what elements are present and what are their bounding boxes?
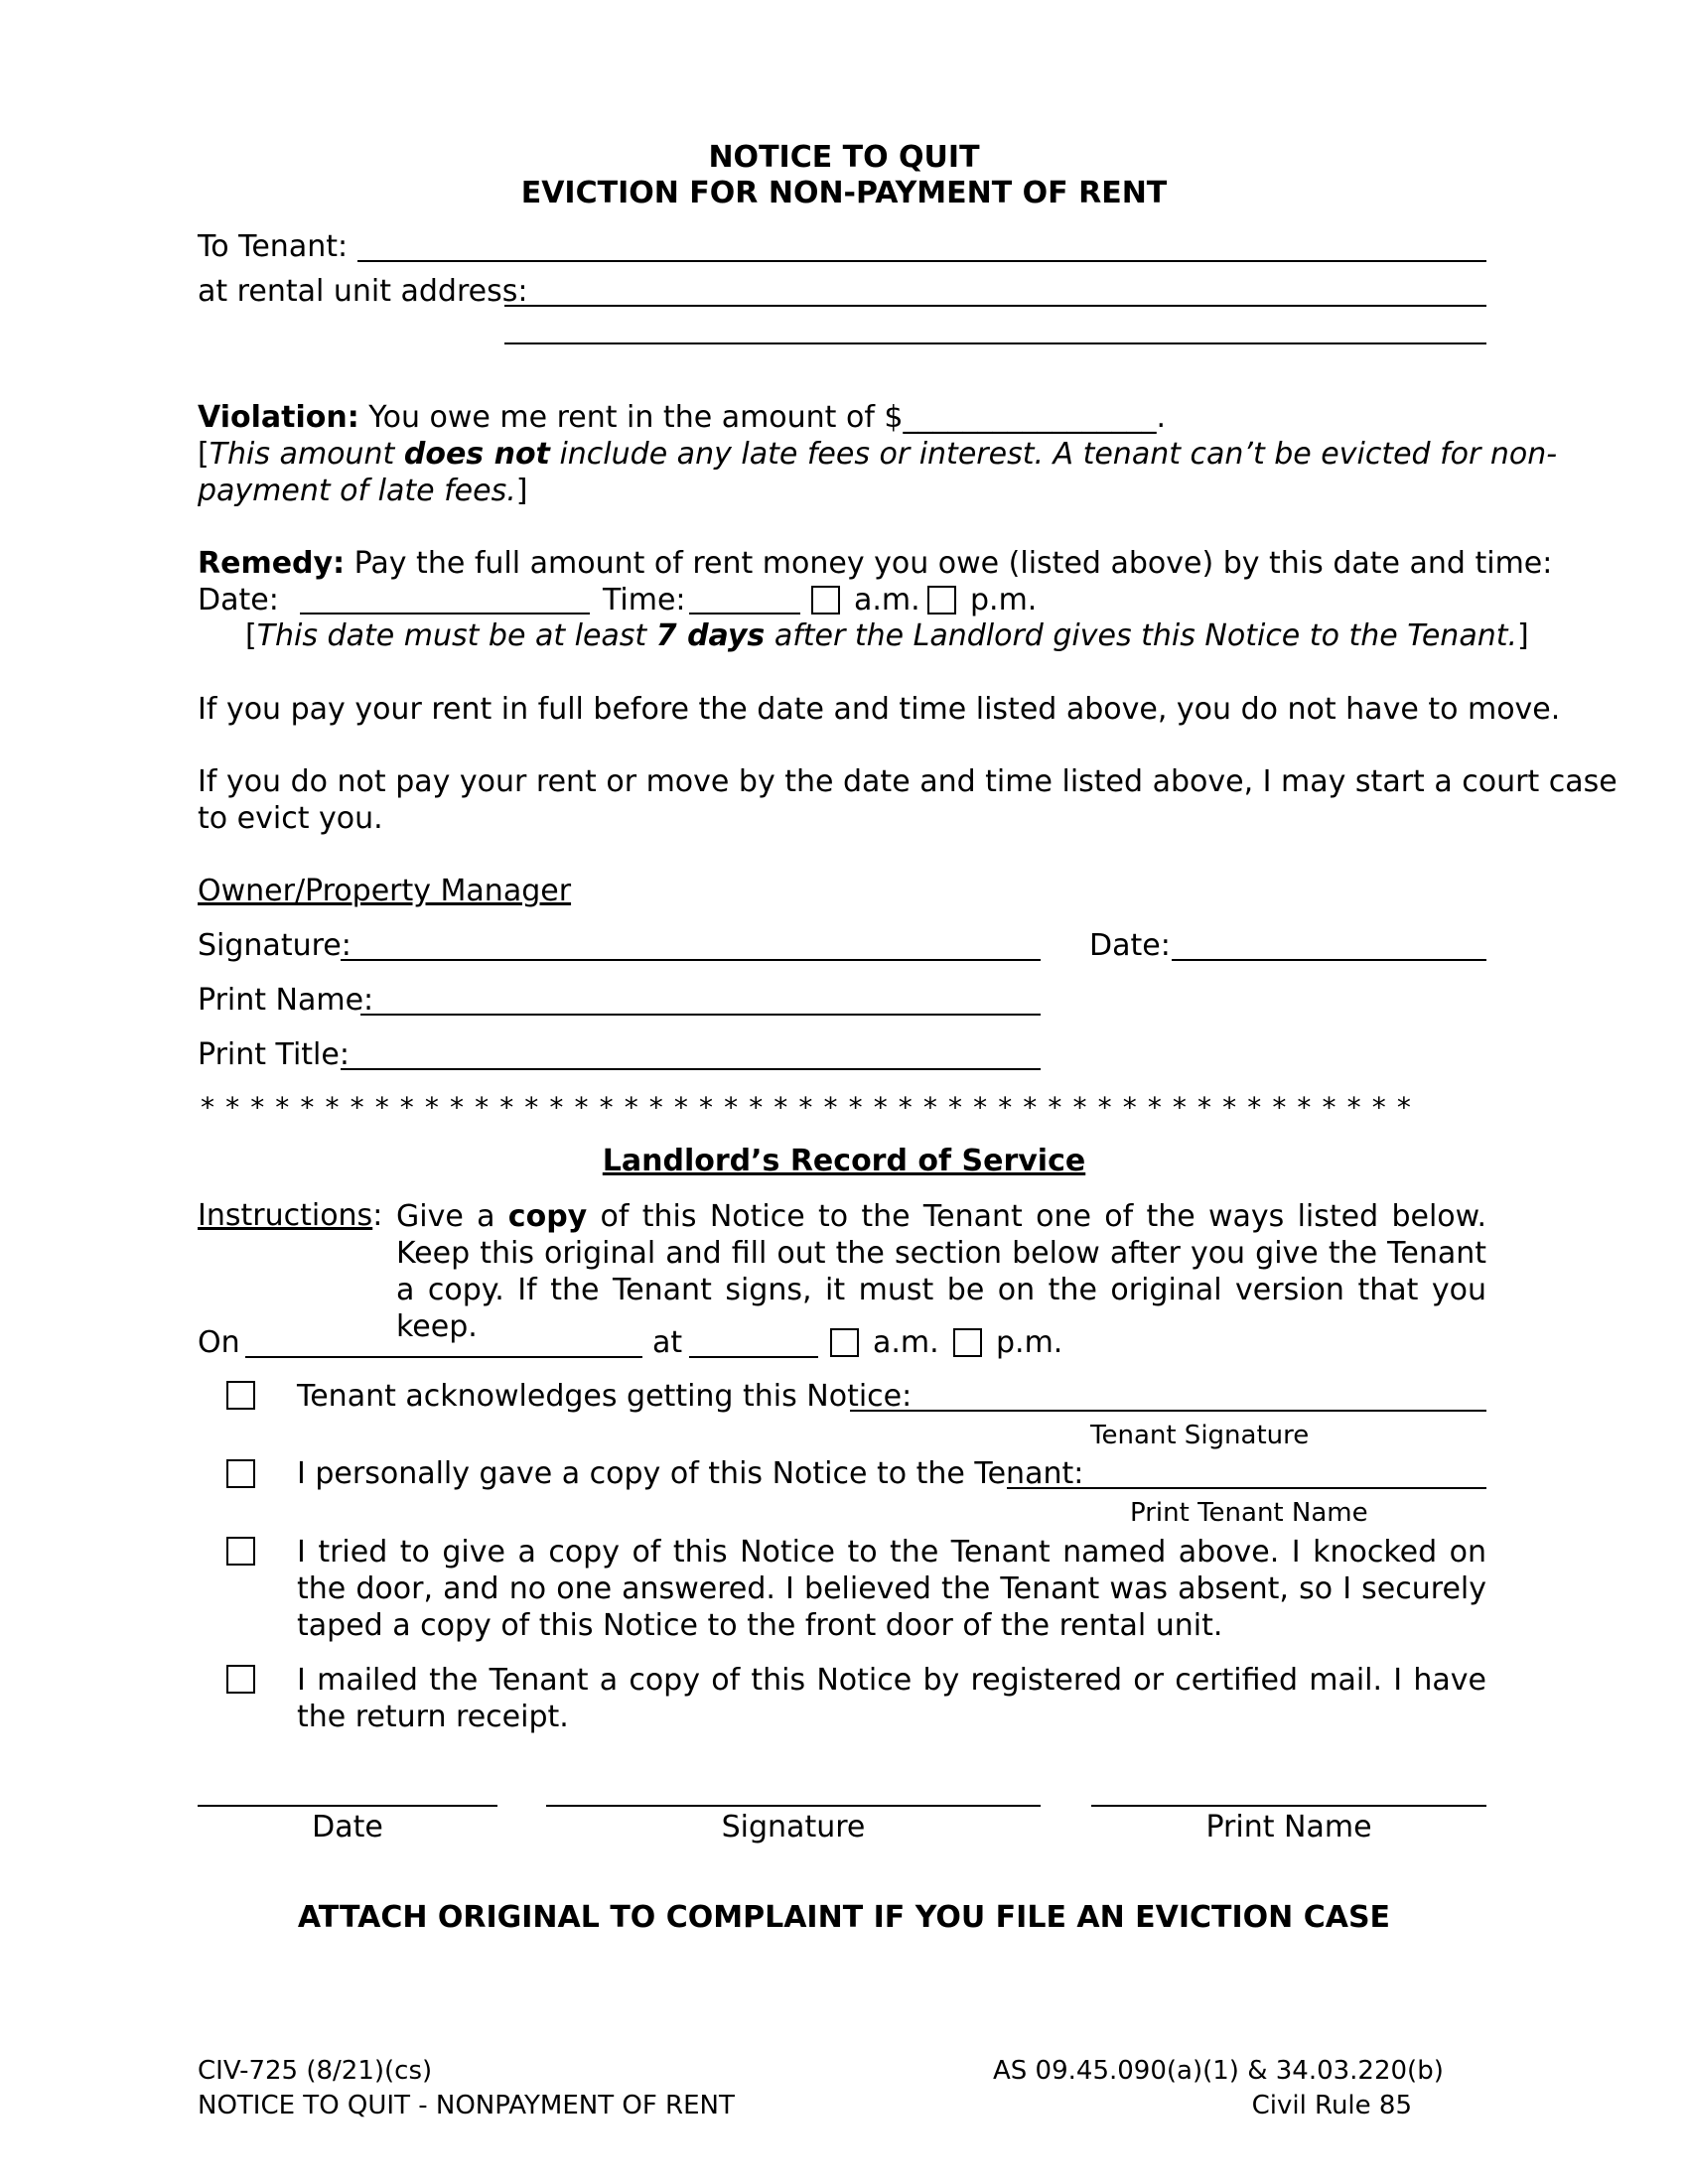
bottom-signature-field[interactable] [546,1805,1041,1807]
instructions-text [396,1198,1486,1345]
bracket-open: [ [245,618,257,653]
footer-rule: Civil Rule 85 [1251,2091,1412,2120]
note-part-c: after the Landlord gives this Notice to the Tenant. [774,618,1518,653]
tenant-signature-field[interactable] [850,1410,1486,1412]
footer-form-id: CIV-725 (8/21)(cs) [198,2056,433,2086]
violation-text: You owe me rent in the amount of $ [368,400,904,435]
option-personal-text: I personally gave a copy of this Notice to the Tenant: [297,1456,1084,1491]
service-pm-checkbox[interactable] [953,1328,982,1357]
instructions-label: Instructions [198,1198,373,1233]
bottom-date-field[interactable] [198,1805,497,1807]
service-heading: Landlord’s Record of Service [602,1144,1086,1178]
footer-form-name: NOTICE TO QUIT - NONPAYMENT OF RENT [198,2091,735,2120]
owner-signature-label: Signature: [198,928,352,963]
instr-part-b: copy [507,1199,588,1234]
service-time-field[interactable] [689,1356,818,1358]
option-mailed-checkbox[interactable] [226,1665,255,1694]
option-acknowledged-text: Tenant acknowledges getting this Notice: [297,1379,913,1414]
instructions-colon: : [372,1198,383,1233]
bracket-open: [ [198,437,210,472]
note-part-a: This date must be at least [256,618,647,653]
owner-heading: Owner/Property Manager [198,874,572,908]
pay-in-full-text: If you pay your rent in full before the date and time listed above, you do not have to move. [198,692,1561,727]
to-tenant-label: To Tenant: [198,229,349,264]
violation-line [198,400,1166,436]
owner-print-name-label: Print Name: [198,983,374,1018]
title-line-1: NOTICE TO QUIT [708,140,980,175]
remedy-note [245,618,1529,654]
court-case-line-1: If you do not pay your rent or move by the date and time listed above, I may start a court case [198,764,1618,799]
remedy-line [198,546,1552,582]
court-case-line-2: to evict you. [198,801,383,836]
on-label: On [198,1325,240,1360]
service-am-checkbox[interactable] [830,1328,859,1357]
option-taped-checkbox[interactable] [226,1537,255,1566]
address-field-line-1[interactable] [504,305,1486,307]
service-date-field[interactable] [245,1356,642,1358]
service-am-label: a.m. [873,1325,939,1360]
violation-label: Violation: [198,400,359,435]
tenant-signature-caption: Tenant Signature [1090,1421,1310,1450]
owner-signature-field[interactable] [341,959,1041,961]
note-part-b: does not [403,437,550,472]
remedy-date-field[interactable] [300,613,590,614]
bottom-print-name-field[interactable] [1091,1805,1486,1807]
owner-date-field[interactable] [1172,959,1486,961]
instr-part-c: of this Notice to the Tenant one of the ways listed below. Keep this original and fill out the section below after you give the Tenant a copy. If the Tenant signs, it must be on the original version that you keep. [396,1199,1486,1344]
violation-amount-blank[interactable]: _________________ [903,400,1157,435]
remedy-date-label: Date: [198,583,279,617]
service-pm-label: p.m. [996,1325,1063,1360]
note-part-b: 7 days [655,618,766,653]
at-label: at [652,1325,683,1360]
owner-print-title-label: Print Title: [198,1037,350,1072]
address-field-line-2[interactable] [504,342,1486,344]
note-part-d: payment of late fees. [198,474,516,508]
violation-period: . [1156,400,1167,435]
remedy-am-checkbox[interactable] [811,586,840,614]
address-label: at rental unit address: [198,274,528,309]
attach-notice: ATTACH ORIGINAL TO COMPLAINT IF YOU FILE AN EVICTION CASE [297,1900,1391,1935]
owner-date-label: Date: [1089,928,1171,963]
remedy-am-label: a.m. [854,583,920,617]
bottom-print-name-caption: Print Name [1205,1810,1372,1844]
remedy-time-label: Time: [603,583,686,617]
note-part-a: This amount [209,437,395,472]
bottom-date-caption: Date [312,1810,383,1844]
bottom-signature-caption: Signature [721,1810,866,1844]
option-mailed-text: I mailed the Tenant a copy of this Notice by registered or certified mail. I have the return receipt. [297,1663,1486,1734]
instructions-label-wrap [198,1198,382,1234]
instr-part-a: Give a [396,1199,495,1234]
remedy-label: Remedy: [198,546,346,581]
violation-note-line-2 [198,474,527,509]
violation-note-line-1 [198,437,1558,473]
remedy-time-field[interactable] [689,613,800,614]
footer-statute: AS 09.45.090(a)(1) & 34.03.220(b) [993,2056,1444,2086]
to-tenant-field[interactable] [357,260,1486,262]
remedy-pm-label: p.m. [970,583,1038,617]
print-tenant-name-field[interactable] [1007,1487,1486,1489]
separator-asterisks: * * * * * * * * * * * * * * * * * * * * * * * * * * * * * * * * * * * * * * * * * * * * * * * * * [201,1091,1412,1124]
option-acknowledged-checkbox[interactable] [226,1381,255,1410]
print-tenant-name-caption: Print Tenant Name [1130,1498,1368,1528]
title-line-2: EVICTION FOR NON-PAYMENT OF RENT [520,176,1168,210]
option-personal-checkbox[interactable] [226,1459,255,1488]
option-taped-text: I tried to give a copy of this Notice to the Tenant named above. I knocked on the door, and no one answered. I believed the Tenant was absent, so I securely taped a copy of this Notice to the front door of the rental unit. [297,1535,1486,1643]
bracket-close: ] [515,474,528,508]
owner-print-name-field[interactable] [360,1014,1041,1016]
owner-print-title-field[interactable] [341,1068,1041,1070]
remedy-pm-checkbox[interactable] [927,586,956,614]
bracket-close: ] [1517,618,1529,653]
note-part-c: include any late fees or interest. A tenant can’t be evicted for non- [559,437,1558,472]
remedy-text: Pay the full amount of rent money you owe (listed above) by this date and time: [353,546,1553,581]
